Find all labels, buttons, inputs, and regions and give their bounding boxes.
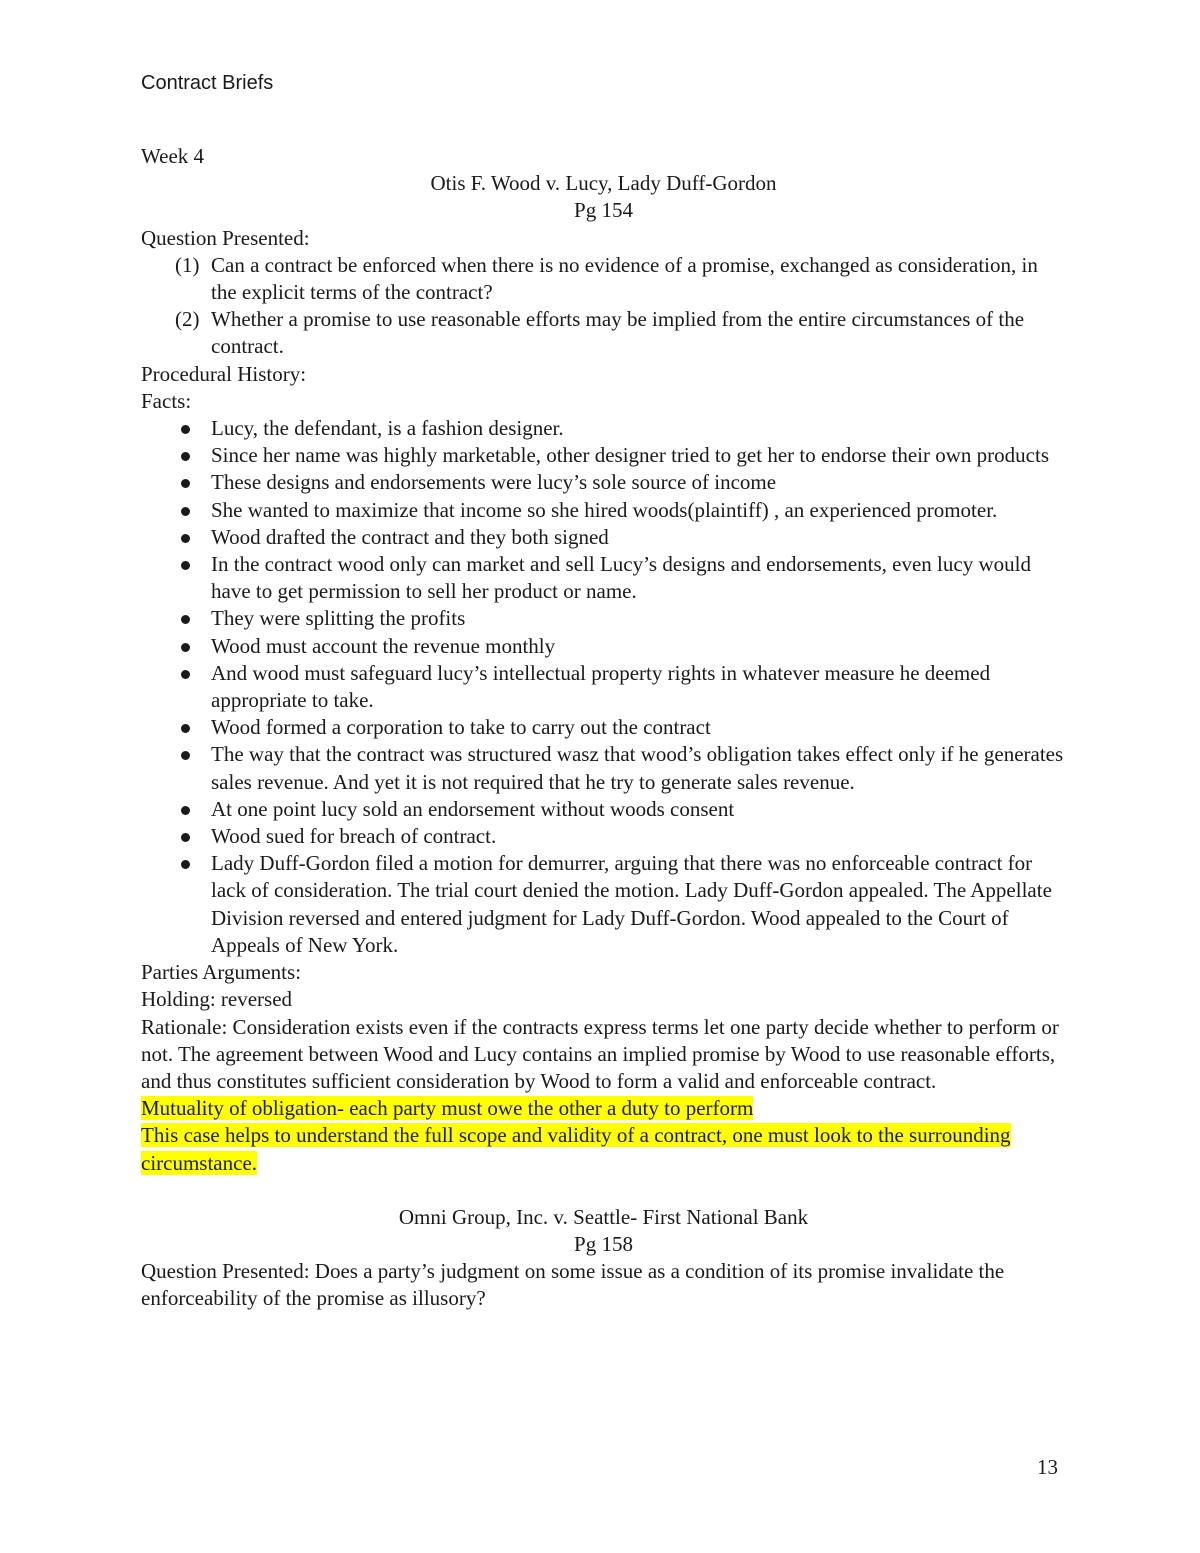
case1-questions-list bbox=[141, 252, 1066, 361]
fact-text: In the contract wood only can market and sell Lucy’s designs and endorsements, even lucy would have to get permission to sell her product or name. bbox=[211, 552, 1031, 604]
bullet-icon bbox=[181, 806, 190, 815]
case2-title: Omni Group, Inc. v. Seattle- First National Bank bbox=[398, 1204, 809, 1229]
bullet-icon bbox=[181, 833, 190, 842]
facts-label: Facts: bbox=[141, 388, 192, 413]
page-number: 13 bbox=[1037, 1455, 1058, 1479]
bullet-icon bbox=[181, 534, 190, 543]
fact-text: Wood formed a corporation to take to carry out the contract bbox=[211, 715, 711, 740]
bullet-icon bbox=[181, 643, 190, 652]
fact-text: Lucy, the defendant, is a fashion designer. bbox=[211, 416, 564, 441]
rationale: Rationale: Consideration exists even if the contracts express terms let one party decide whether to perform or not. The agreement between Wood and Lucy contains an implied promise by Wood to use reasonable efforts, and thus constitutes sufficient consideration by Wood to form a valid and enforceable contract. bbox=[141, 1014, 1059, 1093]
highlight-text: This case helps to understand the full scope and validity of a contract, one must look to the surrounding circumstance. bbox=[141, 1123, 1011, 1175]
fact-text: These designs and endorsements were lucy’s sole source of income bbox=[211, 470, 777, 495]
list-item bbox=[141, 714, 1066, 741]
list-item bbox=[141, 823, 1066, 850]
fact-text: Wood must account the revenue monthly bbox=[211, 633, 556, 658]
fact-text: They were splitting the profits bbox=[211, 606, 466, 631]
question-text: Whether a promise to use reasonable efforts may be implied from the entire circumstances of the contract. bbox=[211, 307, 1025, 359]
week-label: Week 4 bbox=[141, 144, 205, 168]
fact-text: At one point lucy sold an endorsement without woods consent bbox=[211, 796, 735, 821]
bullet-icon bbox=[181, 724, 190, 733]
fact-text: The way that the contract was structured wasz that wood’s obligation takes effect only if he generates sales revenue. And yet it is not required that he try to generate sales revenue. bbox=[211, 742, 1064, 794]
highlighted-note-2 bbox=[141, 1122, 1066, 1176]
holding: Holding: reversed bbox=[141, 987, 293, 1012]
case1-page: Pg 154 bbox=[574, 198, 633, 223]
fact-text: Wood sued for breach of contract. bbox=[211, 824, 497, 849]
fact-text: Lady Duff-Gordon filed a motion for demurrer, arguing that there was no enforceable contract for lack of consideration. The trial court denied the motion. Lady Duff-Gordon appealed. The Appellate Division reversed and entered judgment for Lady Duff-Gordon. Wood appealed to the Court of Appeals of New York. bbox=[211, 851, 1052, 957]
case1-title: Otis F. Wood v. Lucy, Lady Duff-Gordon bbox=[430, 171, 777, 196]
question-text: Can a contract be enforced when there is no evidence of a promise, exchanged as consideration, in the explicit terms of the contract? bbox=[211, 252, 1038, 305]
list-item bbox=[141, 605, 1066, 632]
list-item bbox=[141, 306, 1066, 360]
fact-text: And wood must safeguard lucy’s intellectual property rights in whatever measure he deemed appropriate to take. bbox=[211, 660, 991, 713]
list-number: (1) bbox=[175, 252, 200, 277]
document-header: Contract Briefs bbox=[141, 72, 274, 94]
facts-list bbox=[141, 415, 1066, 959]
parties-arguments-label: Parties Arguments: bbox=[141, 960, 302, 985]
bullet-icon bbox=[181, 751, 190, 760]
case2-question: Question Presented: Does a party’s judgment on some issue as a condition of its promise invalidate the enforceability of the promise as illusory? bbox=[141, 1259, 1005, 1311]
list-item bbox=[141, 741, 1066, 795]
fact-text: She wanted to maximize that income so she hired woods(plaintiff) , an experienced promoter. bbox=[211, 497, 998, 522]
list-item bbox=[141, 633, 1066, 660]
list-item bbox=[141, 850, 1066, 959]
case2-page: Pg 158 bbox=[574, 1231, 633, 1256]
highlighted-note-1 bbox=[141, 1095, 1066, 1122]
list-item bbox=[141, 415, 1066, 442]
list-item bbox=[141, 442, 1066, 469]
bullet-icon bbox=[181, 479, 190, 488]
bullet-icon bbox=[181, 670, 190, 679]
document-body bbox=[141, 143, 1066, 1313]
bullet-icon bbox=[181, 452, 190, 461]
fact-text: Wood drafted the contract and they both signed bbox=[211, 524, 609, 549]
list-item bbox=[141, 252, 1066, 306]
list-item bbox=[141, 660, 1066, 714]
bullet-icon bbox=[181, 615, 190, 624]
procedural-history-label: Procedural History: bbox=[141, 361, 307, 386]
case1-question-label: Question Presented: bbox=[141, 225, 310, 250]
list-number: (2) bbox=[175, 307, 200, 332]
bullet-icon bbox=[181, 425, 190, 434]
bullet-icon bbox=[181, 507, 190, 516]
section-spacer bbox=[141, 1177, 1066, 1204]
list-item bbox=[141, 796, 1066, 823]
bullet-icon bbox=[181, 561, 190, 570]
list-item bbox=[141, 524, 1066, 551]
fact-text: Since her name was highly marketable, other designer tried to get her to endorse their own products bbox=[211, 443, 1049, 468]
bullet-icon bbox=[181, 860, 190, 869]
list-item bbox=[141, 497, 1066, 524]
highlight-text: Mutuality of obligation- each party must owe the other a duty to perform bbox=[141, 1096, 754, 1121]
list-item bbox=[141, 551, 1066, 605]
list-item bbox=[141, 469, 1066, 496]
